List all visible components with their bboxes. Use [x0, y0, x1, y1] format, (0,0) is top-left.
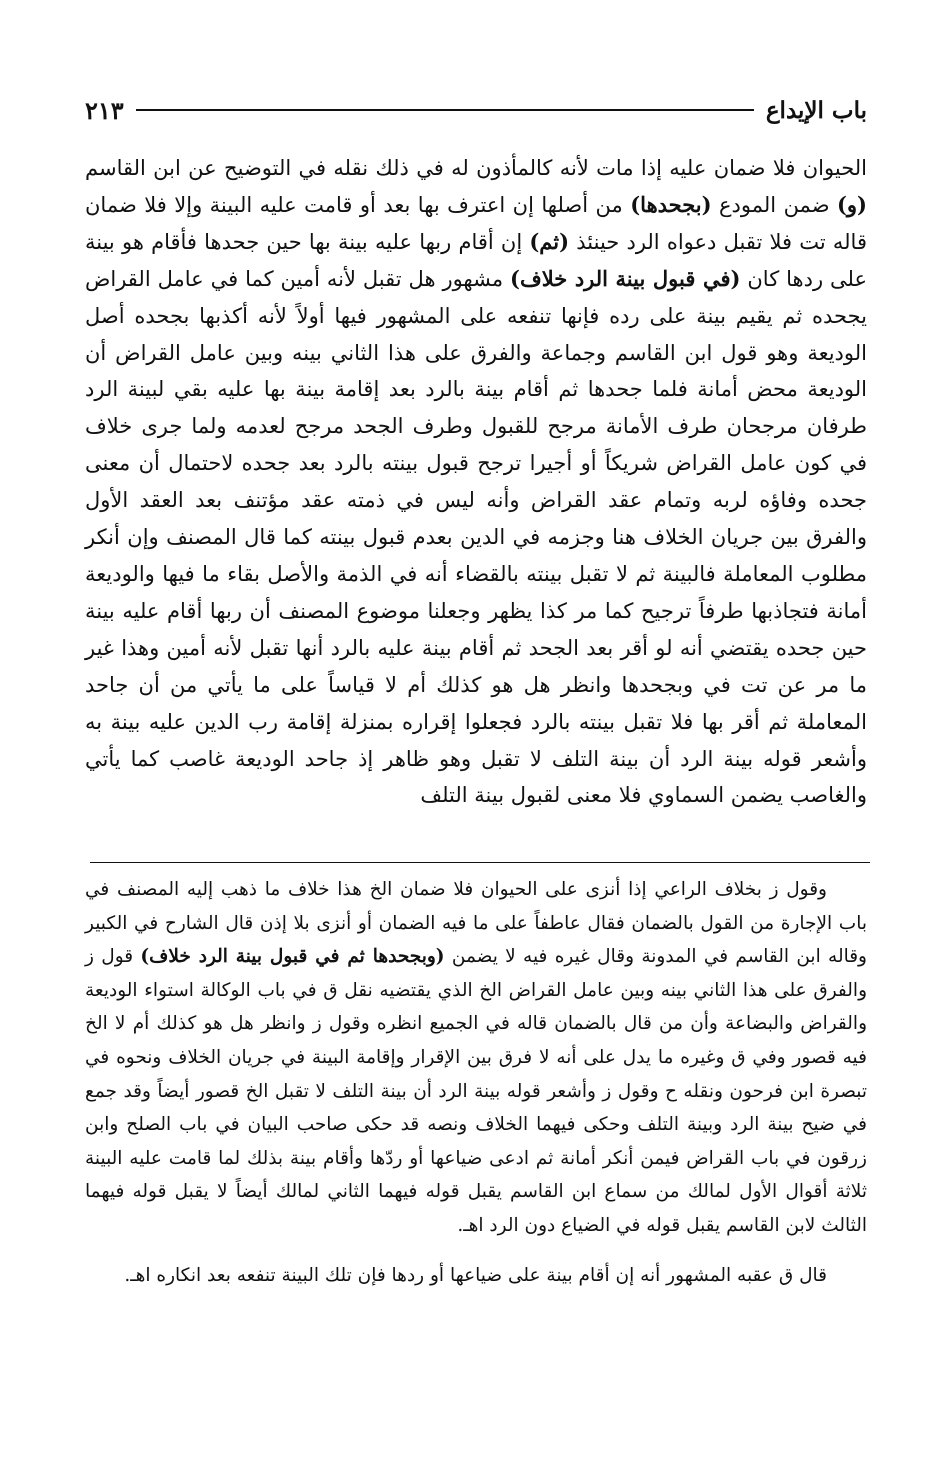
header-rule	[136, 109, 754, 111]
main-text: من أصلها إن اعترف بها بعد أو قامت عليه البينة وإلا فلا ضمان قاله تت فلا تقبل دعواه الرد حينئذ	[85, 192, 867, 254]
main-text: الحيوان فلا ضمان عليه إذا مات لأنه كالمأذون له في ذلك نقله في التوضيح عن ابن القاسم	[85, 156, 867, 180]
main-text: مشهور هل تقبل لأنه أمين كما في عامل القراض يجحده ثم يقيم بينة على رده فإنها تنفعه على المشهور فيها أولاً لأنه أكذبها بجحده أصل الوديعة وهو قول ابن القاسم وجماعة والفرق على هذا الثاني بينه وبين عامل القراض أن الوديعة محض أمانة فلما جحدها ثم أقام بينة بالرد بعد إقامة بينة بها عليه بقي لبينة الرد طرفان مرجحان طرف الأمانة مرجح للقبول وطرف الجحد مرجح لعدمه ولما جرى خلاف في كون عامل القراض شريكاً أو أجيرا ترجح قبول بينته بالرد بعد جحده لاحتمال أن معنى جحده وفاؤه لربه وتمام عقد القراض وأنه ليس في ذمته عقد مؤتنف بعد العقد الأول والفرق بين جريان الخلاف هنا وجزمه في الدين بعدم قبول بينته كما قال المصنف وإن أنكر مطلوب المعاملة فالبينة ثم لا تقبل بينته بالقضاء أنه في الذمة والأصل بقاء ما فيها والوديعة أمانة فتجاذبها طرفاً ترجيح كما مر كذا يظهر وجعلنا موضوع المصنف أن ربها أقام عليه بينة حين جحده يقتضي أنه لو أقر بعد الجحد ثم أقام بينة عليه بالرد أنها تقبل لأنه أمين وهذا غير ما مر عن تت في وبجحدها وانظر هل هو كذلك أم لا قياساً على ما يأتي من أن جاحد المعاملة ثم أقر بها فلا تقبل بينته بالرد فجعلوا إقراره بمنزلة إقامة رب الدين عليه بينة به وأشعر قوله بينة الرد أن بينة التلف لا تقبل وهو ظاهر إذ جاحد الوديعة غاصب كما يأتي والغاصب يضمن السماوي فلا معنى لقبول بينة التلف	[85, 266, 867, 808]
footnote-text: قول ز والفرق على هذا الثاني بينه وبين عامل القراض الخ الذي يقتضيه نقل ق في باب الوكالة استواء الوديعة والقراض والبضاعة وأن من قال بالضمان قاله في الجميع انظره وقول ز وانظر هل هو كذلك أم لا الخ فيه قصور وفي ق وغيره ما يدل على أنه لا فرق بين الإقرار وإقامة البينة في جريان الخلاف ونحوه في تبصرة ابن فرحون ونقله ح وقول ز وأشعر قوله بينة الرد أن بينة التلف لا تقبل الخ قصور أيضاً وقد جمع في ضيح بينة الرد وبينة التلف وحكى فيهما الخلاف ونصه قد حكى صاحب البيان في باب الصلح وابن زرقون في باب القراض فيمن أنكر أمانة ثم ادعى ضياعها أو ردّها وأقام بينة بذلك لما قامت عليه البينة ثلاثة أقوال الأول لمالك من سماع ابن القاسم يقبل قوله فيهما الثاني لمالك أيضاً لا يقبل قوله فيهما الثالث لابن القاسم يقبل قوله في الضياع دون الرد اهـ.	[85, 946, 867, 1236]
bold-term: (ثم)	[529, 228, 570, 254]
footnote-separator	[90, 862, 870, 863]
footnote-text: وقول ز بخلاف الراعي إذا أنزى على الحيوان فلا ضمان الخ هذا خلاف ما ذهب إليه المصنف في باب الإجارة من القول بالضمان فقال عاطفاً على ما فيه الضمان أو أنزى بلا إذن قال الشارح في الكبير وقاله ابن القاسم في المدونة وقال غيره فيه لا يضمن	[85, 879, 867, 968]
footnote-1	[85, 873, 867, 1243]
bold-term: (بجحدها)	[630, 191, 712, 217]
running-head	[85, 90, 867, 130]
main-text: ضمن المودع	[711, 192, 837, 217]
page-number: ٢١٣	[85, 95, 124, 125]
footnotes-block	[85, 873, 867, 1292]
bold-term: (وبجحدها ثم في قبول بينة الرد خلاف)	[140, 946, 445, 968]
main-text: إن أقام ربها عليه بينة بها حين جحدها فأقام هو بينة على ردها كان	[85, 229, 867, 291]
bold-term: (في قبول بينة الرد خلاف)	[510, 265, 741, 291]
main-text-block	[85, 150, 867, 814]
bold-term: (و)	[836, 191, 867, 217]
chapter-title: باب الإيداع	[765, 96, 867, 124]
footnote-2: قال ق عقبه المشهور أنه إن أقام بينة على ضياعها أو ردها فإن تلك البينة تنفعه بعد انكاره اهـ.	[124, 1264, 827, 1286]
